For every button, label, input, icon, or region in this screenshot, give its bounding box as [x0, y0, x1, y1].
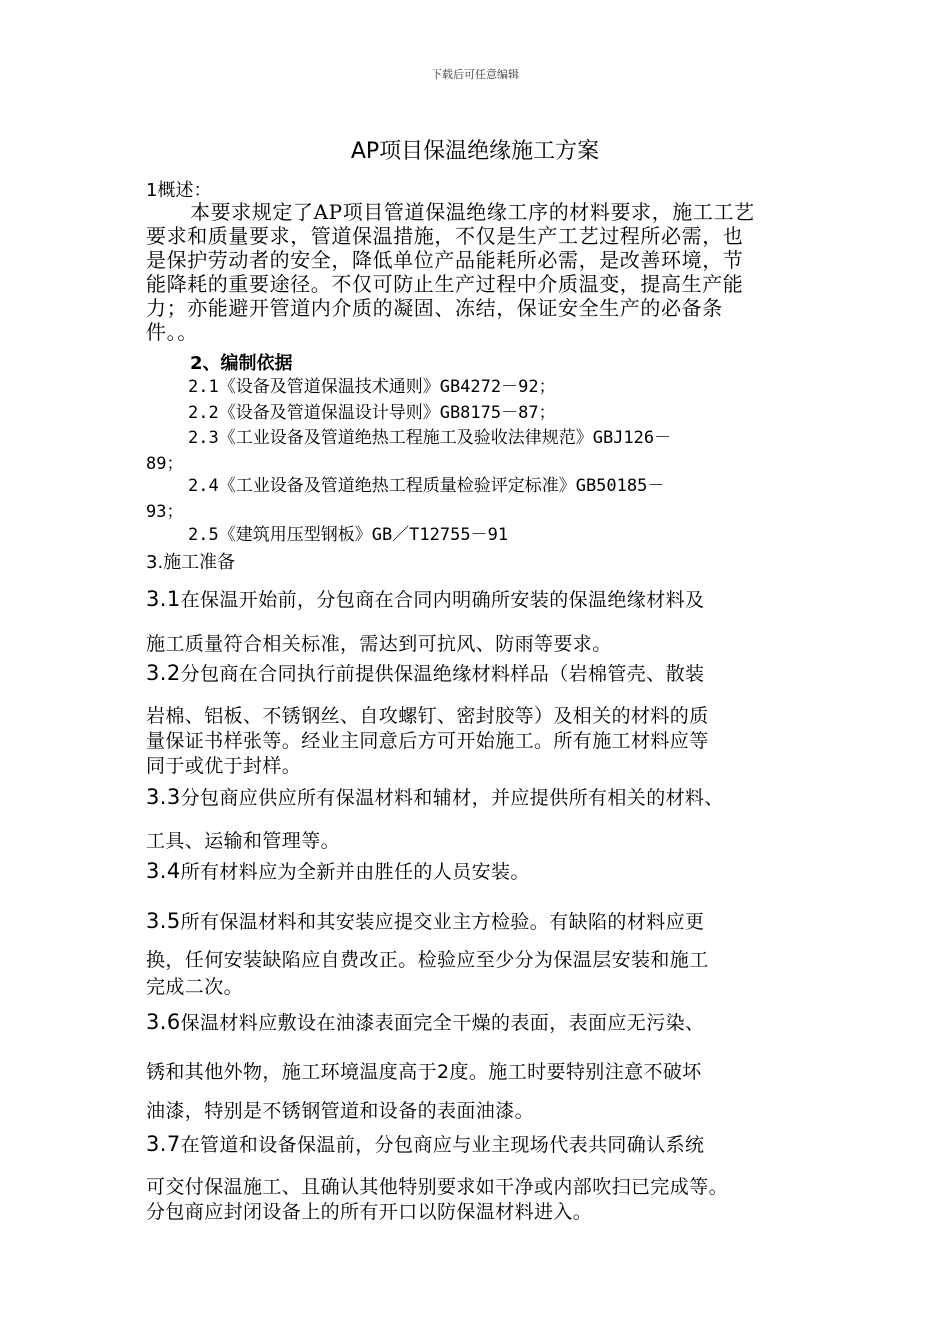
prep-item-3-3: [146, 783, 826, 853]
prep-item-3-5: [146, 907, 826, 999]
overview-line: 本要求规定了AP项目管道保温绝缘工序的材料要求，施工工艺: [190, 200, 755, 224]
item-line: 在保温开始前，分包商在合同内明确所安装的保温绝缘材料及: [180, 589, 705, 611]
item-line: 量保证书样张等。经业主同意后方可开始施工。所有施工材料应等: [146, 730, 709, 752]
item-line: 锈和其他外物，施工环境温度高于2度。施工时要特别注意不破坏: [146, 1061, 702, 1083]
item-line: 在管道和设备保温前，分包商应与业主现场代表共同确认系统: [180, 1134, 705, 1156]
basis-ref: [146, 374, 826, 400]
prep-item-3-1: [146, 585, 826, 656]
overview-line: 能降耗的重要途径。不仅可防止生产过程中介质温变，提高生产能: [146, 272, 744, 296]
item-line: 所有保温材料和其安装应提交业主方检验。有缺陷的材料应更: [180, 911, 705, 933]
overview-line: 力；亦能避开管道内介质的凝固、冻结，保证安全生产的必备条: [146, 296, 723, 320]
item-line: 所有材料应为全新并由胜任的人员安装。: [180, 861, 530, 883]
basis-ref: [146, 473, 826, 525]
overview-heading: 1概述：: [146, 180, 212, 201]
page-header: 下载后可任意编辑: [431, 68, 519, 81]
item-number: 3.4: [146, 859, 181, 883]
item-line: 换，任何安装缺陷应自费改正。检验应至少分为保温层安装和施工: [146, 949, 709, 971]
basis-heading: 2、编制依据: [190, 353, 293, 374]
item-number: 3.2: [146, 661, 181, 685]
basis-ref: [146, 400, 826, 426]
ref-line-continued: 89；: [146, 454, 184, 474]
ref-line: 2.2《设备及管道保温设计导则》GB8175－87；: [188, 403, 556, 423]
item-line: 分包商应封闭设备上的所有开口以防保温材料进入。: [146, 1201, 593, 1223]
item-line: 保温材料应敷设在油漆表面完全干燥的表面，表面应无污染、: [180, 1012, 705, 1034]
item-number: 3.7: [146, 1132, 181, 1156]
item-line: 岩棉、铝板、不锈钢丝、自攻螺钉、密封胶等）及相关的材料的质: [146, 705, 709, 727]
basis-ref: [146, 522, 826, 548]
item-line: 分包商在合同执行前提供保温绝缘材料样品（岩棉管壳、散装: [180, 663, 705, 685]
item-number: 3.3: [146, 785, 181, 809]
document-title: AP项目保温绝缘施工方案: [350, 139, 600, 164]
item-number: 3.5: [146, 909, 181, 933]
prep-item-3-4: [146, 857, 826, 884]
overview-line: 件。。: [146, 320, 198, 344]
item-line: 完成二次。: [146, 976, 244, 998]
item-line: 工具、运输和管理等。: [146, 830, 341, 852]
prep-item-3-7: [146, 1130, 826, 1224]
item-line: 油漆，特别是不锈钢管道和设备的表面油漆。: [146, 1100, 535, 1122]
prep-heading: 3.施工准备: [146, 552, 236, 573]
item-line: 施工质量符合相关标准，需达到可抗风、防雨等要求。: [146, 633, 612, 655]
overview-line: 是保护劳动者的安全，降低单位产品能耗所必需，是改善环境，节: [146, 248, 744, 272]
item-line: 分包商应供应所有保温材料和辅材，并应提供所有相关的材料、: [180, 787, 724, 809]
item-line: 可交付保温施工、且确认其他特别要求如干净或内部吹扫已完成等。: [146, 1176, 729, 1198]
ref-line: 2.3《工业设备及管道绝热工程施工及验收法律规范》GBJ126－: [188, 428, 672, 448]
prep-item-3-6: [146, 1008, 826, 1123]
basis-ref: [146, 425, 826, 477]
ref-line: 2.1《设备及管道保温技术通则》GB4272－92；: [188, 377, 556, 397]
ref-line: 2.4《工业设备及管道绝热工程质量检验评定标准》GB50185－: [188, 476, 665, 496]
item-line: 同于或优于封样。: [146, 755, 302, 777]
prep-item-3-2: [146, 659, 826, 778]
overview-line: 要求和质量要求，管道保温措施，不仅是生产工艺过程所必需，也: [146, 224, 744, 248]
item-number: 3.1: [146, 587, 181, 611]
overview-paragraph: [146, 200, 812, 344]
ref-line-continued: 93；: [146, 502, 184, 522]
ref-line: 2.5《建筑用压型钢板》GB／T12755－91: [188, 525, 509, 545]
item-number: 3.6: [146, 1010, 181, 1034]
